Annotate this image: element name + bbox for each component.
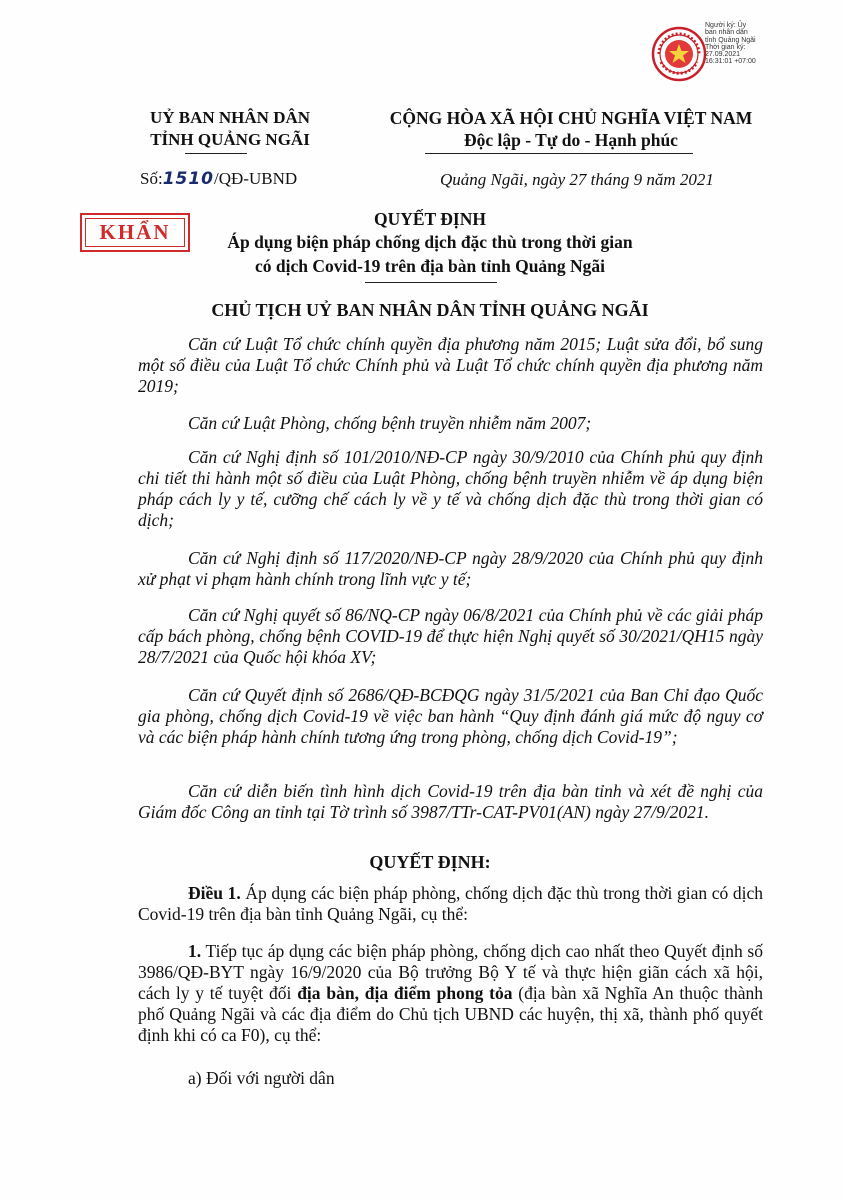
issuer-title: CHỦ TỊCH UỶ BAN NHÂN DÂN TỈNH QUẢNG NGÃI <box>211 300 649 320</box>
motto: Độc lập - Tự do - Hạnh phúc <box>464 130 678 150</box>
signature-line: 27.09.2021 <box>705 51 741 59</box>
signature-line: Người ký: Ủy <box>705 22 747 29</box>
nation-title: CỘNG HÒA XÃ HỘI CHỦ NGHĨA VIỆT NAM <box>389 108 753 128</box>
place-and-date: Quảng Ngãi, ngày 27 tháng 9 năm 2021 <box>440 170 714 189</box>
legal-basis <box>138 413 763 434</box>
stamp-text: KHẨN <box>99 220 171 244</box>
national-motto <box>365 107 777 151</box>
item-1-text: Tiếp tục áp dụng các biện pháp phòng, chống dịch cao nhất theo Quyết định số 3986/QĐ-BYT ngày 16/9/2020 của Bộ trưởng Bộ Y tế và thực hiện giãn cách xã hội, cách ly y tế tuyệt đối <box>138 941 763 1003</box>
legal-basis-text: Căn cứ Nghị quyết số 86/NQ-CP ngày 06/8/2021 của Chính phủ về các giải pháp cấp bách phòng, chống bệnh COVID-19 để thực hiện Nghị quyết số 30/2021/QH15 ngày 28/7/2021 của Quốc hội khóa XV; <box>138 605 763 667</box>
legal-basis-text: Căn cứ Luật Phòng, chống bệnh truyền nhiễm năm 2007; <box>188 413 592 433</box>
legal-basis <box>138 685 763 748</box>
article-1-item-1 <box>138 941 763 1046</box>
decision-title: QUYẾT ĐỊNH <box>374 209 486 229</box>
legal-basis <box>138 781 763 823</box>
legal-basis <box>138 548 763 590</box>
legal-basis-text: Căn cứ Quyết định số 2686/QĐ-BCĐQG ngày 31/5/2021 của Ban Chỉ đạo Quốc gia phòng, chống dịch Covid-19 về việc ban hành “Quy định đánh giá mức độ nguy cơ và các biện pháp hành chính tương ứng trong phòng, chống dịch Covid-19”; <box>138 685 763 747</box>
legal-basis-text: Căn cứ diễn biến tình hình dịch Covid-19 trên địa bàn tỉnh và xét đề nghị của Giám đốc Công an tỉnh tại Tờ trình số 3987/TTr-CAT-PV01(AN) ngày 27/9/2021. <box>138 781 763 822</box>
legal-basis-text: Căn cứ Nghị định số 117/2020/NĐ-CP ngày 28/9/2020 của Chính phủ quy định xử phạt vi phạm hành chính trong lĩnh vực y tế; <box>138 548 763 589</box>
signature-line: 16:31:01 +07:00 <box>705 58 756 66</box>
legal-basis <box>138 605 763 668</box>
article-1-text: Áp dụng các biện pháp phòng, chống dịch đặc thù trong thời gian có dịch Covid-19 trên địa bàn tỉnh Quảng Ngãi, cụ thể: <box>138 883 764 924</box>
item-1-label: 1. <box>188 941 202 961</box>
item-1a-text: a) Đối với người dân <box>188 1068 335 1088</box>
item-1-text-continued: (địa bàn xã Nghĩa An thuộc thành phố Quảng Ngãi và các địa điểm do Chủ tịch UBND các huyện, thị xã, thành phố quyết định khi có ca F0), cụ thể: <box>138 983 763 1045</box>
document-number <box>140 169 297 189</box>
article-1-label: Điều 1. <box>188 883 241 903</box>
legal-basis <box>138 447 763 531</box>
subtitle-line-2: có dịch Covid-19 trên địa bàn tỉnh Quảng Ngãi <box>254 256 606 276</box>
decides-heading: QUYẾT ĐỊNH: <box>369 852 491 872</box>
agency-underline <box>185 153 247 154</box>
article-1-item-1a <box>138 1068 763 1089</box>
legal-basis-text: Căn cứ Nghị định số 101/2010/NĐ-CP ngày 30/9/2010 của Chính phủ quy định chi tiết thi hành một số điều của Luật Phòng, chống bệnh truyền nhiễm về áp dụng biện pháp cách ly y tế, cưỡng chế cách ly về y tế và chống dịch đặc thù trong thời gian có dịch; <box>138 447 763 530</box>
doc-no-suffix: /QĐ-UBND <box>214 169 298 188</box>
signature-line: tỉnh Quảng Ngãi <box>705 36 756 44</box>
agency-line-1: UỶ BAN NHÂN DÂN <box>149 108 311 127</box>
motto-underline <box>425 153 693 154</box>
signature-line: ban nhân dân <box>705 29 748 37</box>
doc-no-handwritten: 1510 <box>162 169 215 189</box>
issuing-agency <box>110 107 350 151</box>
agency-line-2: TỈNH QUẢNG NGÃI <box>150 130 310 149</box>
legal-basis <box>138 334 763 397</box>
item-1-bold-text: địa bàn, địa điểm phong tỏa <box>297 983 513 1003</box>
legal-basis-text: Căn cứ Luật Tổ chức chính quyền địa phương năm 2015; Luật sửa đổi, bổ sung một số điều của Luật Tổ chức Chính phủ và Luật Tổ chức chính quyền địa phương năm 2019; <box>138 334 763 396</box>
subtitle-line-1: Áp dụng biện pháp chống dịch đặc thù trong thời gian <box>227 232 633 252</box>
signature-line: Thời gian ký: <box>705 43 746 51</box>
decision-subtitle <box>150 230 710 278</box>
subtitle-underline <box>365 282 497 283</box>
digital-signature-info <box>705 22 775 66</box>
article-1 <box>138 883 763 925</box>
official-seal-icon <box>651 26 707 82</box>
doc-no-prefix: Số: <box>140 169 163 188</box>
